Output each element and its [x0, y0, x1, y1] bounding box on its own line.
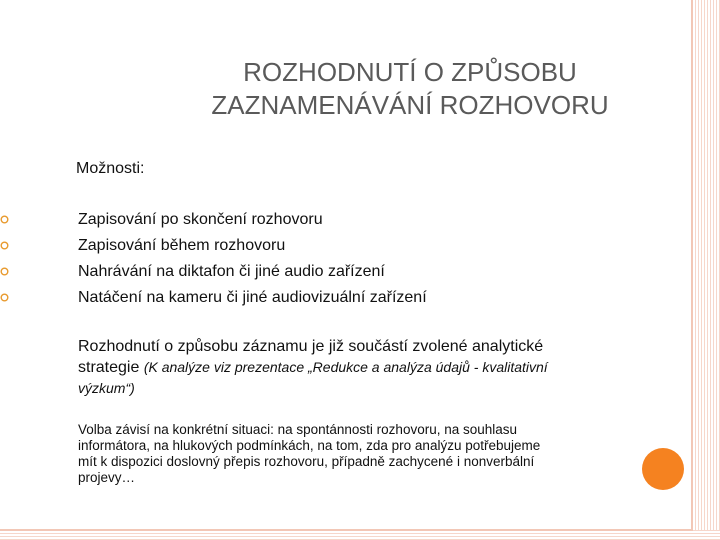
title-line-1: ROZHODNUTÍ O ZPŮSOBU [243, 57, 577, 87]
bottom-border-decoration [0, 530, 720, 540]
title-line-2: ZAZNAMENÁVÁNÍ ROZHOVORU [211, 90, 609, 120]
bullet-text: Natáčení na kameru či jiné audiovizuální zařízení [78, 289, 427, 306]
possibilities-label: Možnosti: [76, 160, 145, 177]
bullet-text: Zapisování po skončení rozhovoru [78, 211, 323, 228]
choice-line: Volba závisí na konkrétní situaci: na spontánnosti rozhovoru, na souhlasu [78, 422, 518, 437]
strategy-paragraph [78, 337, 688, 399]
slide-title [150, 56, 670, 122]
strategy-line-2 [78, 357, 688, 378]
circle-bullet-icon [0, 241, 9, 250]
bottom-border-line [0, 529, 693, 531]
choice-line: mít k dispozici doslovný přepis rozhovoru, případně zachycené i nonverbální [78, 454, 535, 469]
choice-paragraph [78, 422, 698, 486]
strategy-italic-reference: (K analýze viz prezentace „Redukce a analýza údajů - kvalitativní [143, 359, 548, 375]
decorative-orange-circle [642, 448, 684, 490]
circle-bullet-icon [0, 215, 9, 224]
strategy-italic-reference-end: výzkum“) [78, 380, 135, 396]
circle-bullet-icon [0, 267, 9, 276]
bullet-text: Nahrávání na diktafon či jiné audio zařízení [78, 263, 385, 280]
strategy-plain-text: strategie [78, 359, 144, 376]
choice-line: informátora, na hlukových podmínkách, na tom, zda pro analýzu potřebujeme [78, 438, 541, 453]
choice-line: projevy… [78, 470, 136, 485]
strategy-line-3 [78, 378, 688, 399]
strategy-line-1: Rozhodnutí o způsobu záznamu je již součástí zvolené analytické [78, 338, 544, 355]
circle-bullet-icon [0, 293, 9, 302]
bullet-text: Zapisování během rozhovoru [78, 237, 286, 254]
